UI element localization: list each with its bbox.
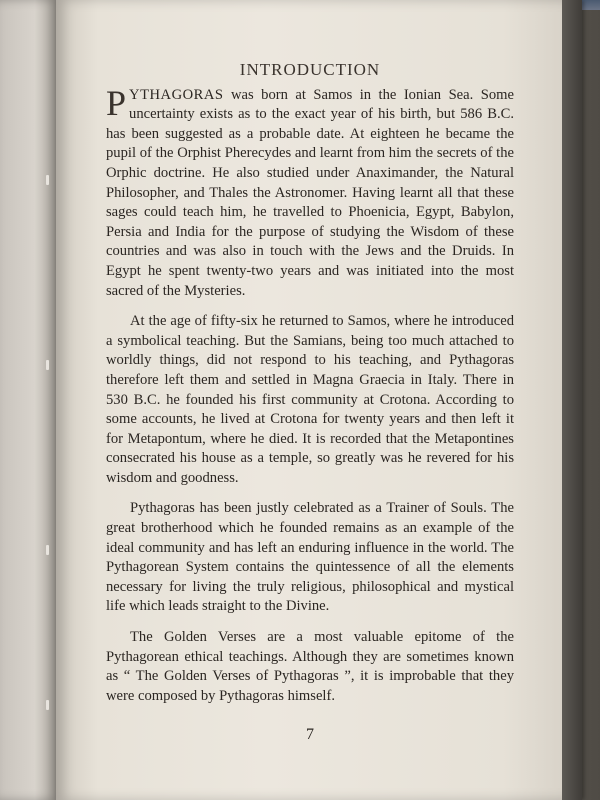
binding-stitch [46, 175, 49, 185]
paragraph-2: At the age of fifty-six he returned to Samos, where he introduced a symbolical teaching. But the Samians, being too much attached to worldly things, did not respond to his teaching, and Pythagoras therefore left them and settled in Magna Graecia in Italy. There in 530 B.C. he founded his first community at Crotona. According to some accounts, he lived at Crotona for twenty years and then left it for Metapontum, where he died. It is recorded that the Metapontines consecrated his house as a temple, so greatly was he revered for his wisdom and goodness. [106, 313, 514, 486]
paragraph-3: Pythagoras has been justly celebrated as a Trainer of Souls. The great brotherhood which he founded remains as an example of the ideal community and has left an enduring influence in the world. The Pythagorean System contains the quintessence of all the elements necessary for living the truly religious, philosophical and mystical life which leads straight to the Divine. [106, 500, 514, 615]
left-page [0, 0, 58, 800]
page-number: 7 [306, 726, 314, 743]
drop-cap: P [106, 82, 127, 123]
binding-stitch [46, 360, 49, 370]
paragraph-1 [106, 82, 514, 302]
page-edge [562, 0, 582, 800]
binding-stitch [46, 545, 49, 555]
page-heading: INTRODUCTION [239, 60, 381, 79]
paragraph-4: The Golden Verses are a most valuable epitome of the Pythagorean ethical teachings. Although they are sometimes known as “ The Golden Verses of Pythagoras ”, it is improbable that they were composed by Pythagoras himself. [106, 629, 514, 704]
paragraph-text: was born at Samos in the Ionian Sea. Some uncertainty exists as to the exact year of his birth, but 586 B.C. has been suggested as a probable date. At eighteen he became the pupil of the Orphist Pherecydes and learnt from him the secrets of the Orphic doctrine. He also studied under Anaximander, the Natural Philosopher, and Thales the Astronomer. Having learnt all that these sages could teach him, he travelled to Phoenicia, Egypt, Babylon, Persia and India for the purpose of studying the Wisdom of these countries and was also in touch with the Jews and the Druids. In Egypt he spent twenty-two years and was initiated into the most sacred of the Mysteries. [106, 86, 514, 299]
page-content [106, 60, 514, 717]
binding-stitch [46, 700, 49, 710]
lead-word: YTHAGORAS [129, 86, 224, 103]
